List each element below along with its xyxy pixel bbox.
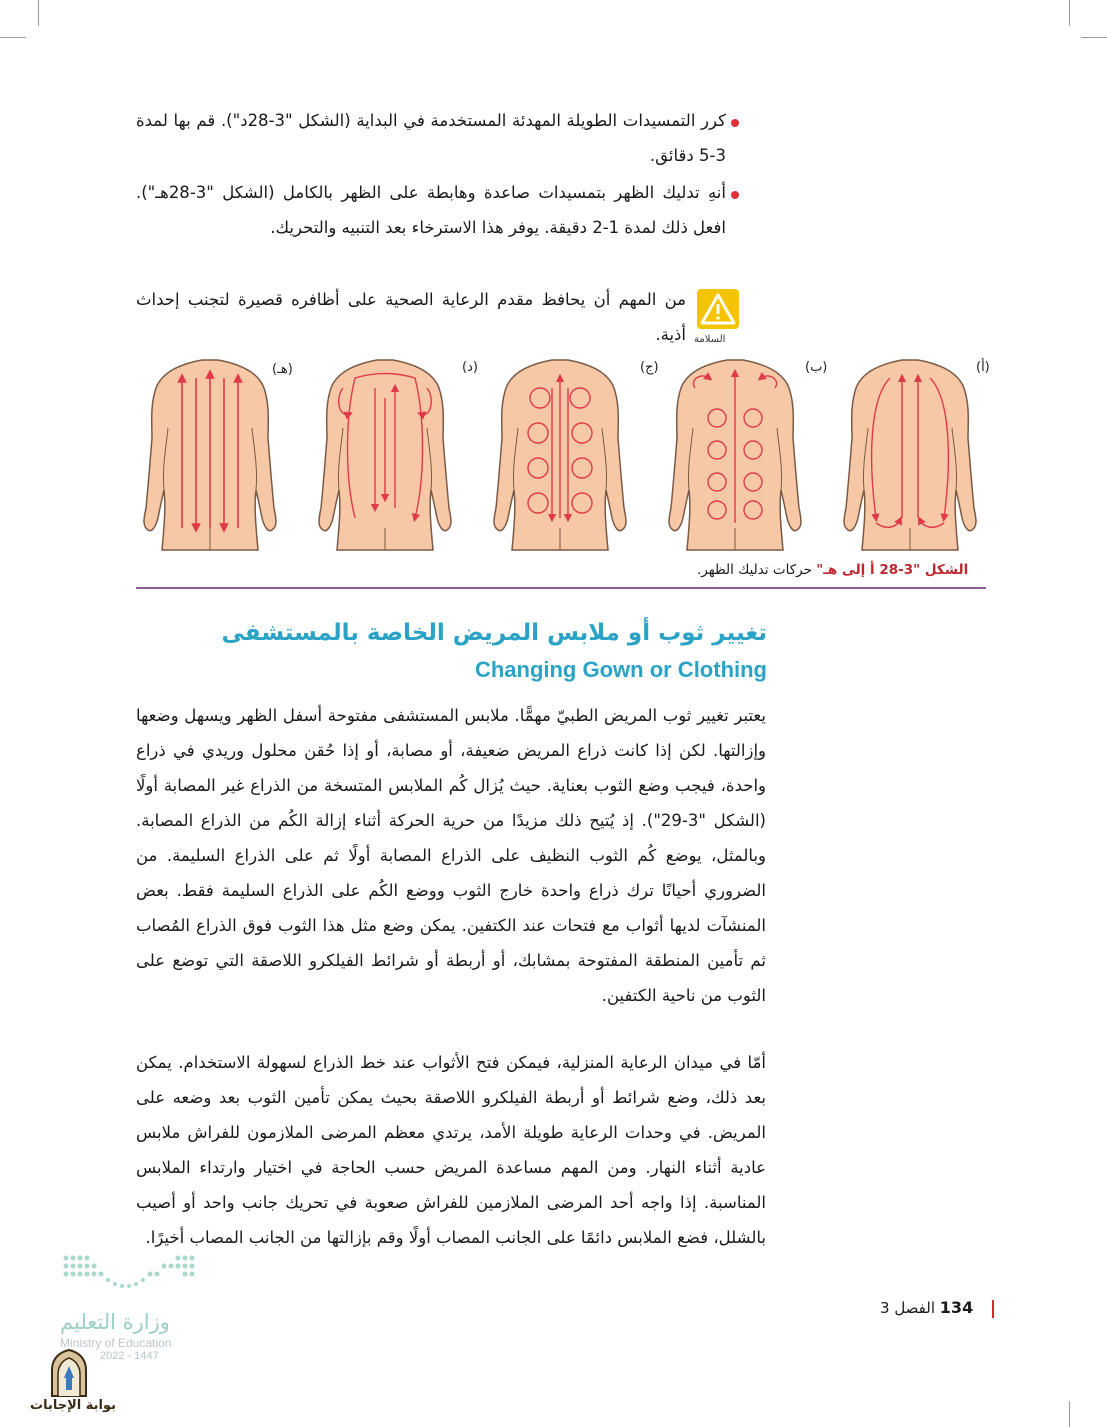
ministry-dots-logo [62, 1252, 198, 1296]
crop-mark [1069, 0, 1070, 26]
mosque-logo-icon [46, 1348, 92, 1398]
page-number: 134 [939, 1298, 974, 1317]
crop-mark [1081, 37, 1107, 38]
section-divider [136, 587, 986, 589]
section-title-en: Changing Gown or Clothing [474, 657, 767, 682]
section-title-ar: تغيير ثوب أو ملابس المريض الخاصة بالمستشفى [221, 620, 767, 646]
ministry-name-ar: وزارة التعليم [60, 1310, 170, 1334]
bullet-dot [731, 119, 739, 127]
bullet-text-1: كرر التمسيدات الطويلة المهدئة المستخدمة في البداية (الشكل "3-28د"). قم بها لمدة 3-5 دقائق. [136, 111, 726, 165]
figure-label-a: (أ) [976, 360, 990, 375]
figure-caption-ref: الشكل "3-28 أ إلى هـ" [816, 562, 969, 578]
safety-icon [696, 288, 740, 330]
figure-label-c: (ج) [640, 360, 659, 375]
crop-mark [0, 37, 26, 38]
back-massage-figure [130, 358, 1000, 553]
bullet-dot [731, 191, 739, 199]
crop-mark [1069, 1401, 1070, 1427]
brand-watermark-text: بوابة الإجابات [30, 1398, 116, 1413]
body-paragraph-1: يعتبر تغيير ثوب المريض الطبيّ مهمًّا. ملابس المستشفى مفتوحة أسفل الظهر ويسهل وضعها وإزالتها. لكن إذا كانت ذراع المريض ضعيفة، أو مصابة، أو إذا حُقن محلول وريدي في ذراع واحدة، فيجب وضع الثوب بعناية. حيث يُزال كُم الملابس المتسخة من الذراع غير المصابة أولًا (الشكل "3-29"). إذ يُتيح ذلك مزيدًا من حرية الحركة أثناء إزالة الكُم من الذراع المصابة. وبالمثل، يوضع كُم الثوب النظيف على الذراع المصابة أولًا ثم على الذراع السليمة. من الضروري أحيانًا ترك ذراع واحدة خارج الثوب ووضع الكُم على الذراع السليمة فقط. بعض المنشآت لديها أثواب مع فتحات عند الكتفين. يمكن وضع مثل هذا الثوب فوق الذراع المُصاب ثم تأمين المنطقة المفتوحة بمشابك، أو أربطة أو شرائط الفيلكرو اللاصقة التي توضع على الثوب من ناحية الكتفين. [136, 706, 766, 1005]
figure-caption [697, 562, 968, 578]
ministry-name-en: Ministry of Education [60, 1336, 172, 1350]
safety-icon-label: السلامة [694, 334, 726, 345]
bullet-text-2: أنهِ تدليك الظهر بتمسيدات صاعدة وهابطة على الظهر بالكامل (الشكل "3-28هـ"). افعل ذلك لمدة 1-2 دقيقة. يوفر هذا الاسترخاء بعد التنبيه والتحريك. [136, 183, 726, 237]
footer-accent-bar [992, 1300, 994, 1318]
chapter-label: الفصل 3 [880, 1299, 936, 1317]
crop-mark [38, 0, 39, 26]
body-paragraph-2: أمّا في ميدان الرعاية المنزلية، فيمكن فتح الأثواب عند خط الذراع لسهولة الاستخدام. يمكن بعد ذلك، وضع شرائط أو أربطة الفيلكرو اللاصقة بحيث يمكن تأمين الثوب بعد وضعه على المريض. في وحدات الرعاية طويلة الأمد، يرتدي معظم المرضى الملازمون للفراش ملابس عادية أثناء النهار. ومن المهم مساعدة المريض حسب الحاجة في اختيار وارتداء الملابس المناسبة. إذا واجه أحد المرضى الملازمين للفراش صعوبة في تحريك جانب واحد أو أصيب بالشلل، فضع الملابس دائمًا على الجانب المصاب أولًا وقم بإزالتها من الجانب المصاب أخيرًا. [136, 1053, 766, 1247]
figure-label-e: (هـ) [272, 362, 293, 377]
figure-label-b: (ب) [805, 360, 828, 375]
safety-text: من المهم أن يحافظ مقدم الرعاية الصحية على أظافره قصيرة لتجنب إحداث أذية. [136, 290, 686, 344]
figure-label-d: (د) [462, 360, 478, 375]
page-footer [880, 1298, 973, 1317]
ministry-year: 2022 - 1447 [100, 1350, 159, 1362]
figure-caption-text: حركات تدليك الظهر. [697, 562, 812, 578]
